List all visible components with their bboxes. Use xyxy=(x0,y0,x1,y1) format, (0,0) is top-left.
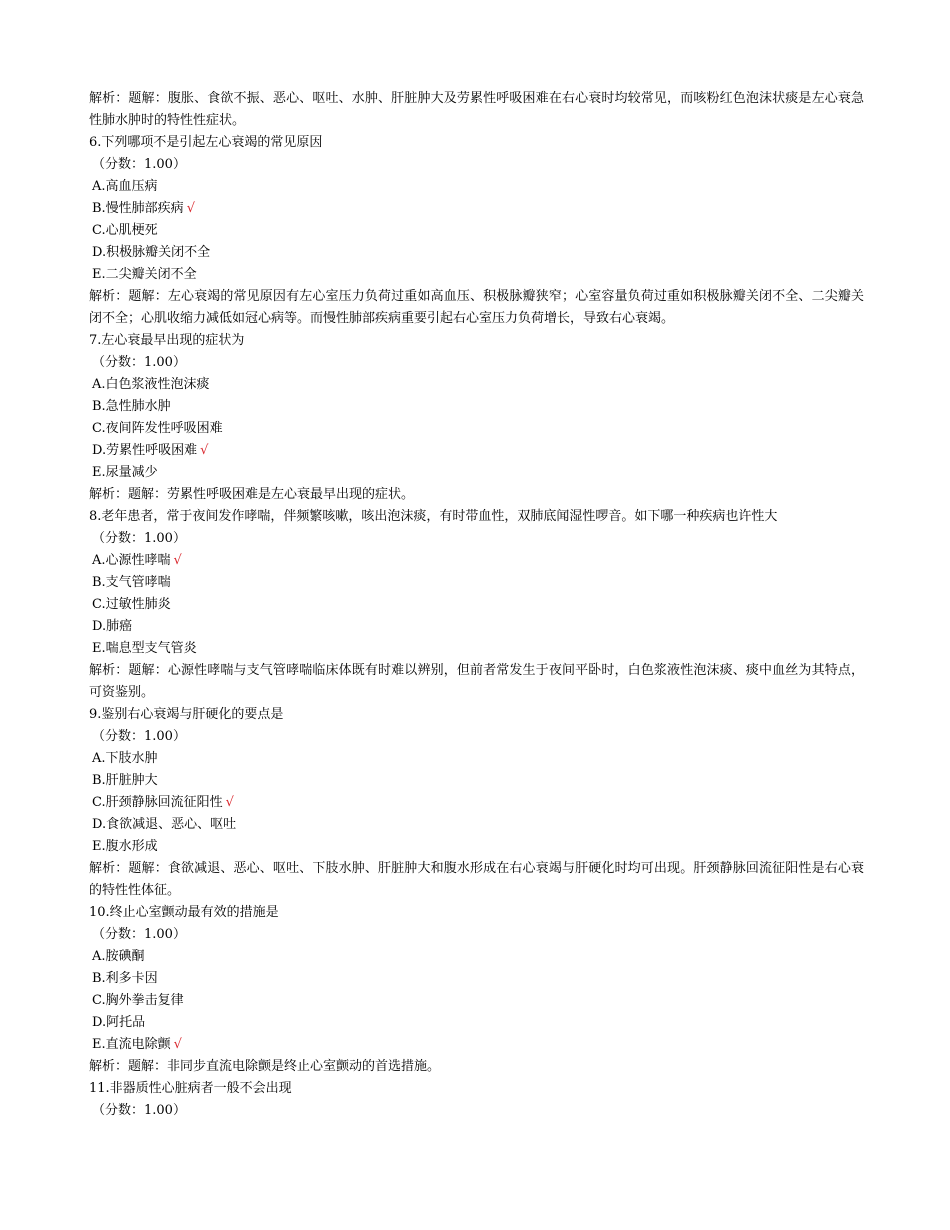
answer-option xyxy=(89,946,864,968)
question-block xyxy=(89,704,864,902)
analysis-text: 解析：题解：食欲减退、恶心、呕吐、下肢水肿、肝脏肿大和腹水形成在右心衰竭与肝硬化时均可出现。肝颈静脉回流征阳性是右心衰的特性性体征。 xyxy=(89,861,864,898)
answer-option xyxy=(89,440,864,462)
question-score: （分数：1.00） xyxy=(92,729,186,744)
document-body xyxy=(89,88,864,1122)
question-score: （分数：1.00） xyxy=(92,355,186,370)
question-block xyxy=(89,1078,864,1122)
question-block xyxy=(89,902,864,1078)
option-label: D.积极脉瓣关闭不全 xyxy=(92,245,211,260)
analysis-text: 解析：题解：劳累性呼吸困难是左心衰最早出现的症状。 xyxy=(89,487,415,502)
correct-check-icon: √ xyxy=(200,443,209,458)
option-label: D.食欲减退、恶心、呕吐 xyxy=(92,817,237,832)
answer-option xyxy=(89,792,864,814)
analysis-text: 解析：题解：非同步直流电除颤是终止心室颤动的首选措施。 xyxy=(89,1059,441,1074)
answer-option xyxy=(89,462,864,484)
answer-option xyxy=(89,550,864,572)
answer-option xyxy=(89,418,864,440)
question-score: （分数：1.00） xyxy=(92,1103,186,1118)
question-stem: 8.老年患者，常于夜间发作哮喘，伴频繁咳嗽，咳出泡沫痰，有时带血性，双肺底闻湿性啰音。如下哪一种疾病也许性大 xyxy=(89,509,778,524)
option-label: A.下肢水肿 xyxy=(92,751,158,766)
option-label: B.利多卡因 xyxy=(92,971,158,986)
question-score: （分数：1.00） xyxy=(92,157,186,172)
question-stem: 9.鉴别右心衰竭与肝硬化的要点是 xyxy=(89,707,284,722)
answer-option xyxy=(89,748,864,770)
option-label: A.胺碘酮 xyxy=(92,949,145,964)
option-label: E.喘息型支气管炎 xyxy=(92,641,197,656)
analysis-text: 解析：题解：腹胀、食欲不振、恶心、呕吐、水肿、肝脏肿大及劳累性呼吸困难在右心衰时均较常见，而咳粉红色泡沫状痰是左心衰急性肺水肿时的特性性症状。 xyxy=(89,91,864,128)
option-label: C.心肌梗死 xyxy=(92,223,158,238)
option-label: C.胸外拳击复律 xyxy=(92,993,184,1008)
question-stem: 6.下列哪项不是引起左心衰竭的常见原因 xyxy=(89,135,323,150)
analysis-text: 解析：题解：心源性哮喘与支气管哮喘临床体既有时难以辨别，但前者常发生于夜间平卧时，白色浆液性泡沫痰、痰中血丝为其特点，可资鉴别。 xyxy=(89,663,864,700)
option-label: D.肺癌 xyxy=(92,619,133,634)
answer-option xyxy=(89,220,864,242)
question-block xyxy=(89,132,864,330)
option-label: A.心源性哮喘 xyxy=(92,553,171,568)
option-label: E.直流电除颤 xyxy=(92,1037,171,1052)
answer-option xyxy=(89,638,864,660)
question-stem: 11.非器质性心脏病者一般不会出现 xyxy=(89,1081,292,1096)
option-label: B.肝脏肿大 xyxy=(92,773,158,788)
answer-option xyxy=(89,396,864,418)
correct-check-icon: √ xyxy=(173,1037,182,1052)
option-label: D.劳累性呼吸困难 xyxy=(92,443,198,458)
answer-option xyxy=(89,1034,864,1056)
answer-option xyxy=(89,836,864,858)
correct-check-icon: √ xyxy=(225,795,234,810)
answer-option xyxy=(89,770,864,792)
question-stem: 7.左心衰最早出现的症状为 xyxy=(89,333,245,348)
question-list xyxy=(89,132,864,1122)
question-block xyxy=(89,330,864,506)
answer-option xyxy=(89,242,864,264)
option-label: E.腹水形成 xyxy=(92,839,158,854)
option-label: E.尿量减少 xyxy=(92,465,158,480)
correct-check-icon: √ xyxy=(186,201,195,216)
analysis-text: 解析：题解：左心衰竭的常见原因有左心室压力负荷过重如高血压、积极脉瓣狭窄；心室容量负荷过重如积极脉瓣关闭不全、二尖瓣关闭不全；心肌收缩力减低如冠心病等。而慢性肺部疾病重要引起右心室压力负荷增长，导致右心衰竭。 xyxy=(89,289,864,326)
option-label: B.支气管哮喘 xyxy=(92,575,171,590)
question-stem: 10.终止心室颤动最有效的措施是 xyxy=(89,905,279,920)
option-label: A.白色浆液性泡沫痰 xyxy=(92,377,210,392)
option-label: B.慢性肺部疾病 xyxy=(92,201,184,216)
question-block xyxy=(89,506,864,704)
option-label: C.夜间阵发性呼吸困难 xyxy=(92,421,223,436)
question-score: （分数：1.00） xyxy=(92,927,186,942)
answer-option xyxy=(89,968,864,990)
answer-option xyxy=(89,990,864,1012)
answer-option xyxy=(89,814,864,836)
option-label: C.肝颈静脉回流征阳性 xyxy=(92,795,223,810)
option-label: A.高血压病 xyxy=(92,179,158,194)
answer-option xyxy=(89,594,864,616)
correct-check-icon: √ xyxy=(173,553,182,568)
answer-option xyxy=(89,572,864,594)
answer-option xyxy=(89,198,864,220)
option-label: C.过敏性肺炎 xyxy=(92,597,171,612)
option-label: D.阿托品 xyxy=(92,1015,146,1030)
answer-option xyxy=(89,374,864,396)
option-label: B.急性肺水肿 xyxy=(92,399,171,414)
answer-option xyxy=(89,176,864,198)
answer-option xyxy=(89,616,864,638)
option-label: E.二尖瓣关闭不全 xyxy=(92,267,197,282)
answer-option xyxy=(89,1012,864,1034)
answer-option xyxy=(89,264,864,286)
question-score: （分数：1.00） xyxy=(92,531,186,546)
